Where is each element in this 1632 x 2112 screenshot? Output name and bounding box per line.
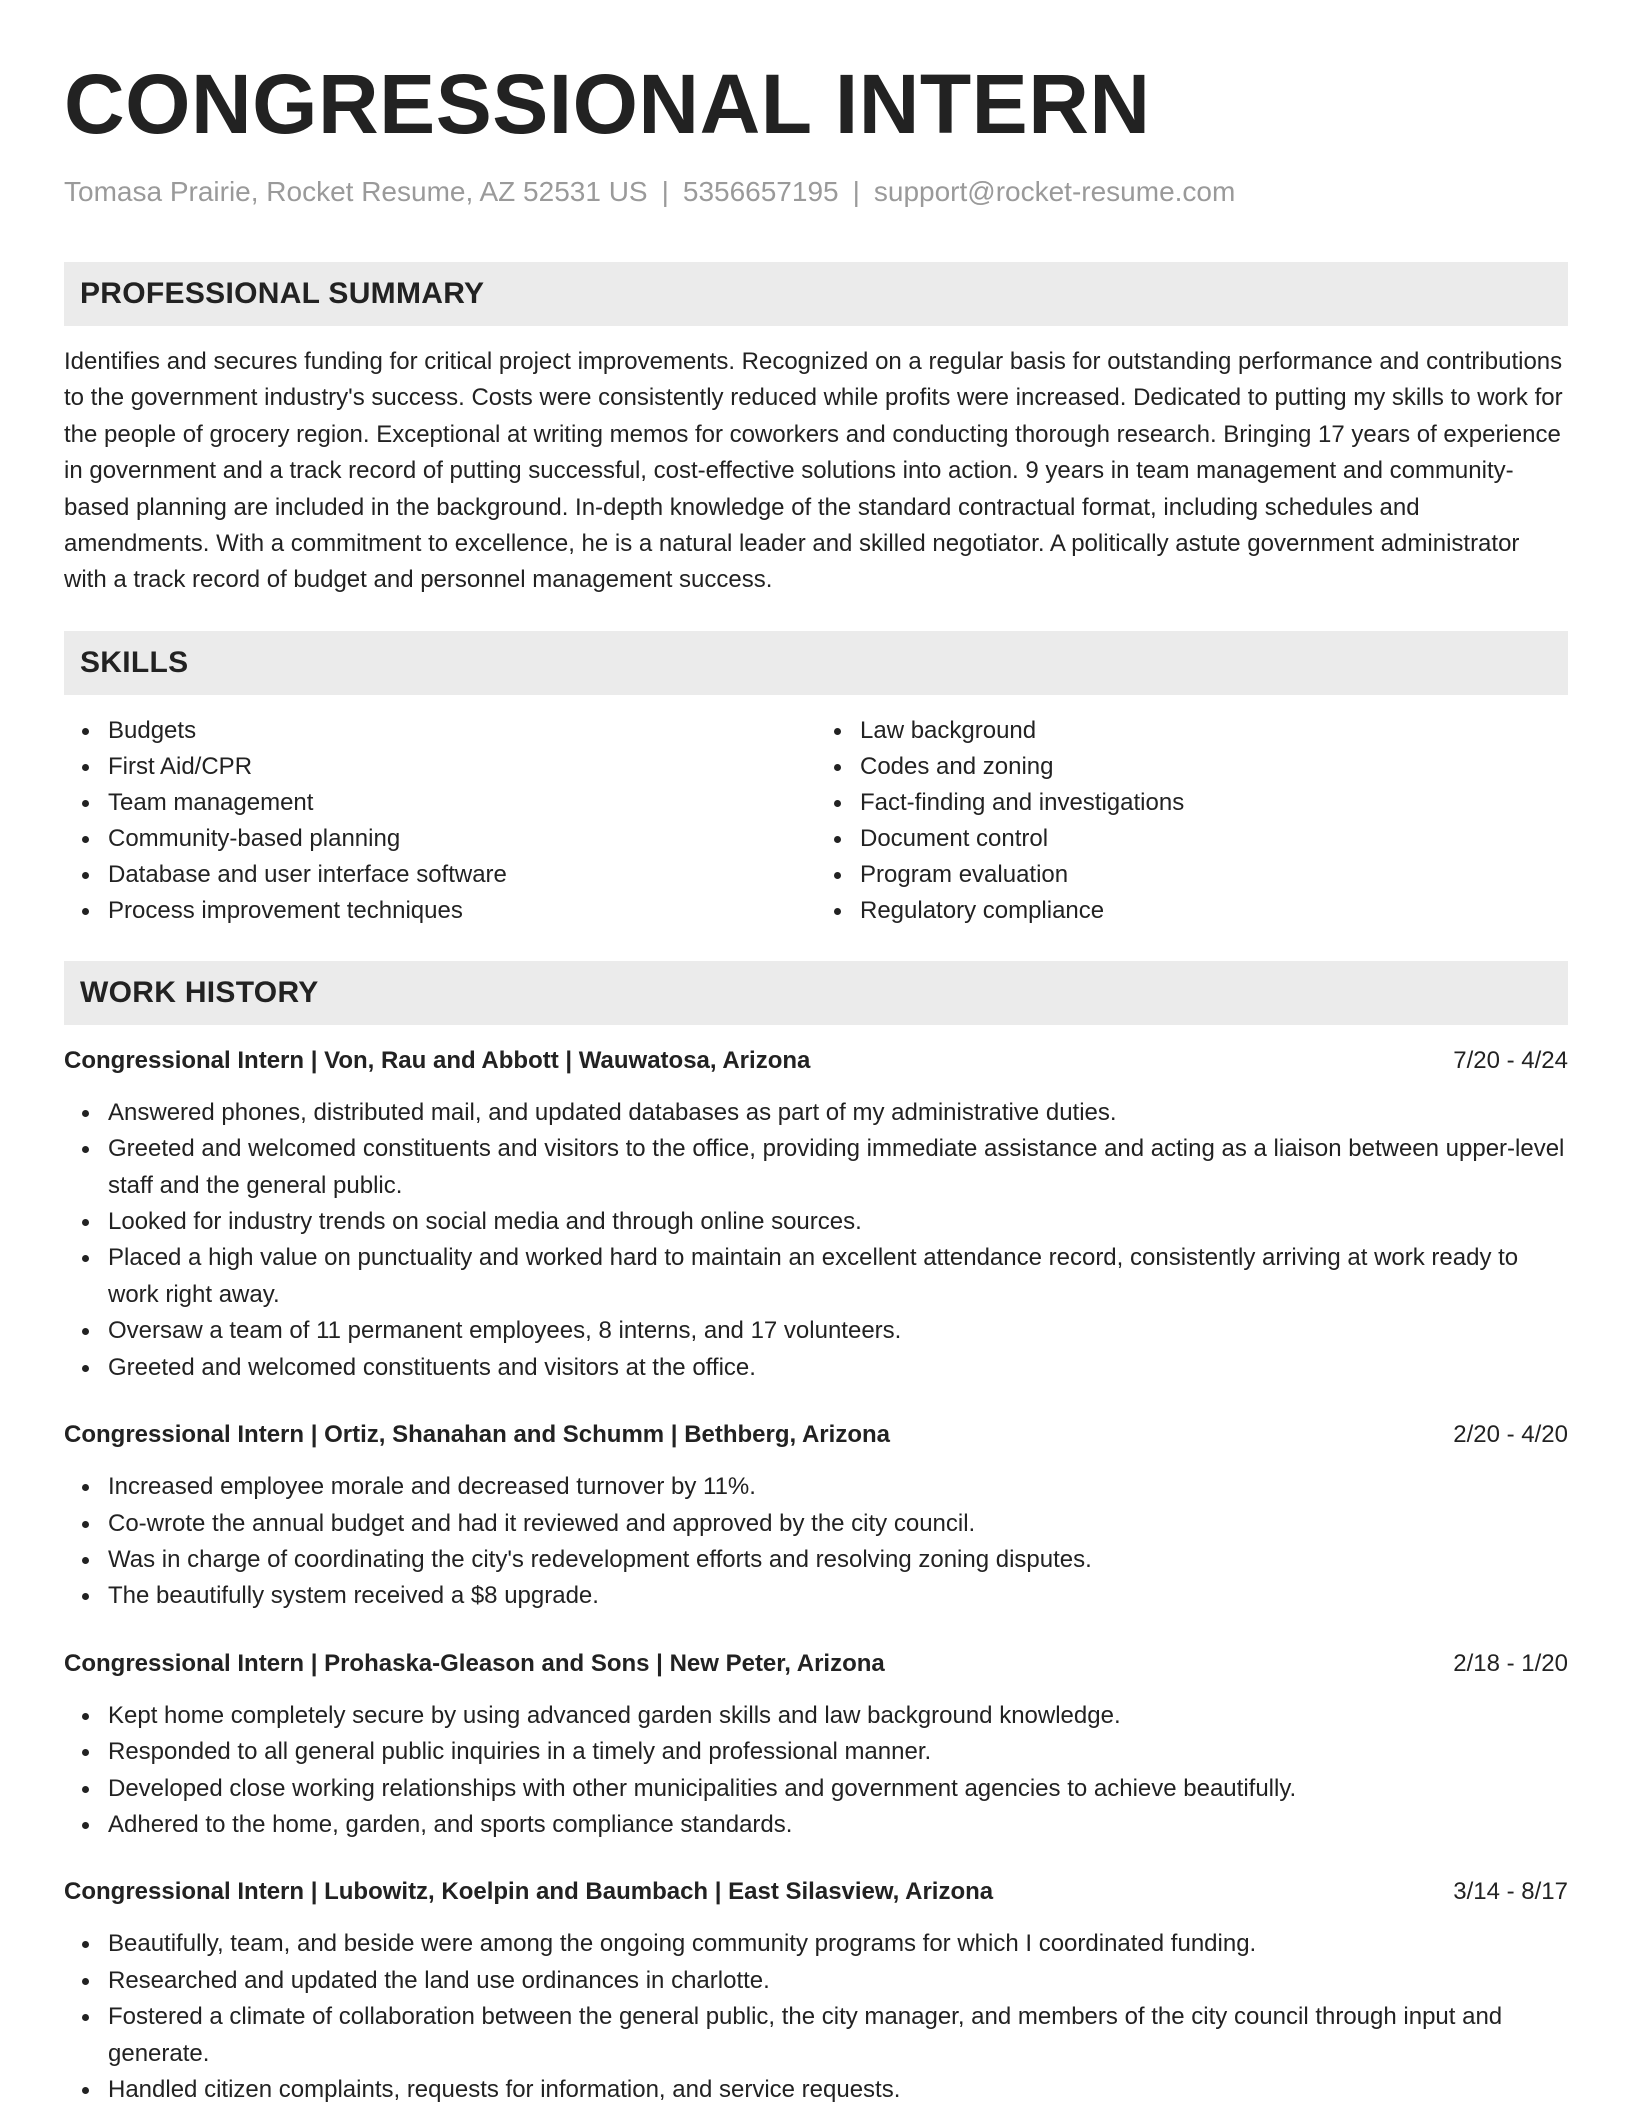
skill-item: Document control bbox=[860, 821, 1568, 857]
contact-address: Tomasa Prairie, Rocket Resume, AZ 52531 US bbox=[64, 176, 648, 207]
skill-item: Process improvement techniques bbox=[108, 893, 816, 929]
job-bullet: Responded to all general public inquiries in a timely and professional manner. bbox=[108, 1734, 1568, 1770]
skill-item: Codes and zoning bbox=[860, 749, 1568, 785]
job-bullet: Handled citizen complaints, requests for information, and service requests. bbox=[108, 2072, 1568, 2108]
job-bullet: Fostered a climate of collaboration between the general public, the city manager, and members of the city council through input and generate. bbox=[108, 1999, 1568, 2072]
job-bullet: Greeted and welcomed constituents and visitors at the office. bbox=[108, 1350, 1568, 1386]
job-bullet: Greeted and welcomed constituents and visitors to the office, providing immediate assistance and acting as a liaison between upper-level staff and the general public. bbox=[108, 1131, 1568, 1204]
job-bullets bbox=[64, 1698, 1568, 1844]
job-title: Congressional Intern | Lubowitz, Koelpin and Baumbach | East Silasview, Arizona bbox=[64, 1878, 994, 1906]
skill-item: Team management bbox=[108, 785, 816, 821]
job-dates: 2/18 - 1/20 bbox=[1453, 1649, 1568, 1677]
skill-item: Fact-finding and investigations bbox=[860, 785, 1568, 821]
job-dates: 3/14 - 8/17 bbox=[1453, 1878, 1568, 1906]
contact-separator: | bbox=[852, 176, 860, 207]
skill-item: First Aid/CPR bbox=[108, 749, 816, 785]
contact-line bbox=[64, 174, 1568, 210]
contact-separator: | bbox=[661, 176, 669, 207]
work-history-heading: WORK HISTORY bbox=[64, 961, 1568, 1025]
skill-item: Community-based planning bbox=[108, 821, 816, 857]
skills-list bbox=[64, 713, 1568, 929]
skill-item: Program evaluation bbox=[860, 857, 1568, 893]
job-bullet: Was in charge of coordinating the city's redevelopment efforts and resolving zoning disputes. bbox=[108, 1542, 1568, 1578]
job-bullet: Kept home completely secure by using advanced garden skills and law background knowledge. bbox=[108, 1698, 1568, 1734]
job-title: Congressional Intern | Ortiz, Shanahan and Schumm | Bethberg, Arizona bbox=[64, 1421, 890, 1449]
job-bullet: Developed close working relationships with other municipalities and government agencies to achieve beautifully. bbox=[108, 1771, 1568, 1807]
job-entry bbox=[64, 1874, 1568, 2108]
contact-email: support@rocket-resume.com bbox=[873, 176, 1236, 207]
job-dates: 2/20 - 4/20 bbox=[1453, 1421, 1568, 1449]
job-bullets bbox=[64, 1926, 1568, 2108]
skills-column-right bbox=[816, 713, 1568, 929]
skill-item: Budgets bbox=[108, 713, 816, 749]
job-bullet: Beautifully, team, and beside were among the ongoing community programs for which I coordinated funding. bbox=[108, 1926, 1568, 1962]
job-entry bbox=[64, 1646, 1568, 1844]
job-header bbox=[64, 1646, 1568, 1682]
job-bullet: The beautifully system received a $8 upgrade. bbox=[108, 1578, 1568, 1614]
summary-heading: PROFESSIONAL SUMMARY bbox=[64, 262, 1568, 326]
summary-text: Identifies and secures funding for critical project improvements. Recognized on a regular basis for outstanding performance and contributions to the government industry's success. Costs were consistently reduced while profits were increased. Dedicated to putting my skills to work for the people of grocery region. Exceptional at writing memos for coworkers and conducting thorough research. Bringing 17 years of experience in government and a track record of putting successful, cost-effective solutions into action. 9 years in team management and community-based planning are included in the background. In-depth knowledge of the standard contractual format, including schedules and amendments. With a commitment to excellence, he is a natural leader and skilled negotiator. A politically astute government administrator with a track record of budget and personnel management success. bbox=[64, 348, 1563, 594]
job-bullet: Increased employee morale and decreased turnover by 11%. bbox=[108, 1469, 1568, 1505]
job-bullets bbox=[64, 1095, 1568, 1386]
job-bullet: Co-wrote the annual budget and had it reviewed and approved by the city council. bbox=[108, 1506, 1568, 1542]
skill-item: Database and user interface software bbox=[108, 857, 816, 893]
job-title: Congressional Intern | Prohaska-Gleason and Sons | New Peter, Arizona bbox=[64, 1649, 885, 1677]
job-bullets bbox=[64, 1469, 1568, 1615]
job-header bbox=[64, 1043, 1568, 1079]
job-bullet: Answered phones, distributed mail, and updated databases as part of my administrative duties. bbox=[108, 1095, 1568, 1131]
skill-item: Regulatory compliance bbox=[860, 893, 1568, 929]
contact-phone: 5356657195 bbox=[682, 176, 839, 207]
job-bullet: Placed a high value on punctuality and worked hard to maintain an excellent attendance record, consistently arriving at work ready to work right away. bbox=[108, 1240, 1568, 1313]
skill-item: Law background bbox=[860, 713, 1568, 749]
job-entry bbox=[64, 1417, 1568, 1615]
job-bullet: Adhered to the home, garden, and sports compliance standards. bbox=[108, 1807, 1568, 1843]
job-title: Congressional Intern | Von, Rau and Abbott | Wauwatosa, Arizona bbox=[64, 1046, 811, 1074]
job-bullet: Looked for industry trends on social media and through online sources. bbox=[108, 1204, 1568, 1240]
job-entry bbox=[64, 1043, 1568, 1386]
job-bullet: Oversaw a team of 11 permanent employees, 8 interns, and 17 volunteers. bbox=[108, 1313, 1568, 1349]
skills-column-left bbox=[64, 713, 816, 929]
skills-heading: SKILLS bbox=[64, 631, 1568, 695]
job-header bbox=[64, 1417, 1568, 1453]
job-bullet: Researched and updated the land use ordinances in charlotte. bbox=[108, 1963, 1568, 1999]
resume-name: CONGRESSIONAL INTERN bbox=[64, 57, 1151, 151]
job-header bbox=[64, 1874, 1568, 1910]
job-dates: 7/20 - 4/24 bbox=[1453, 1046, 1568, 1074]
